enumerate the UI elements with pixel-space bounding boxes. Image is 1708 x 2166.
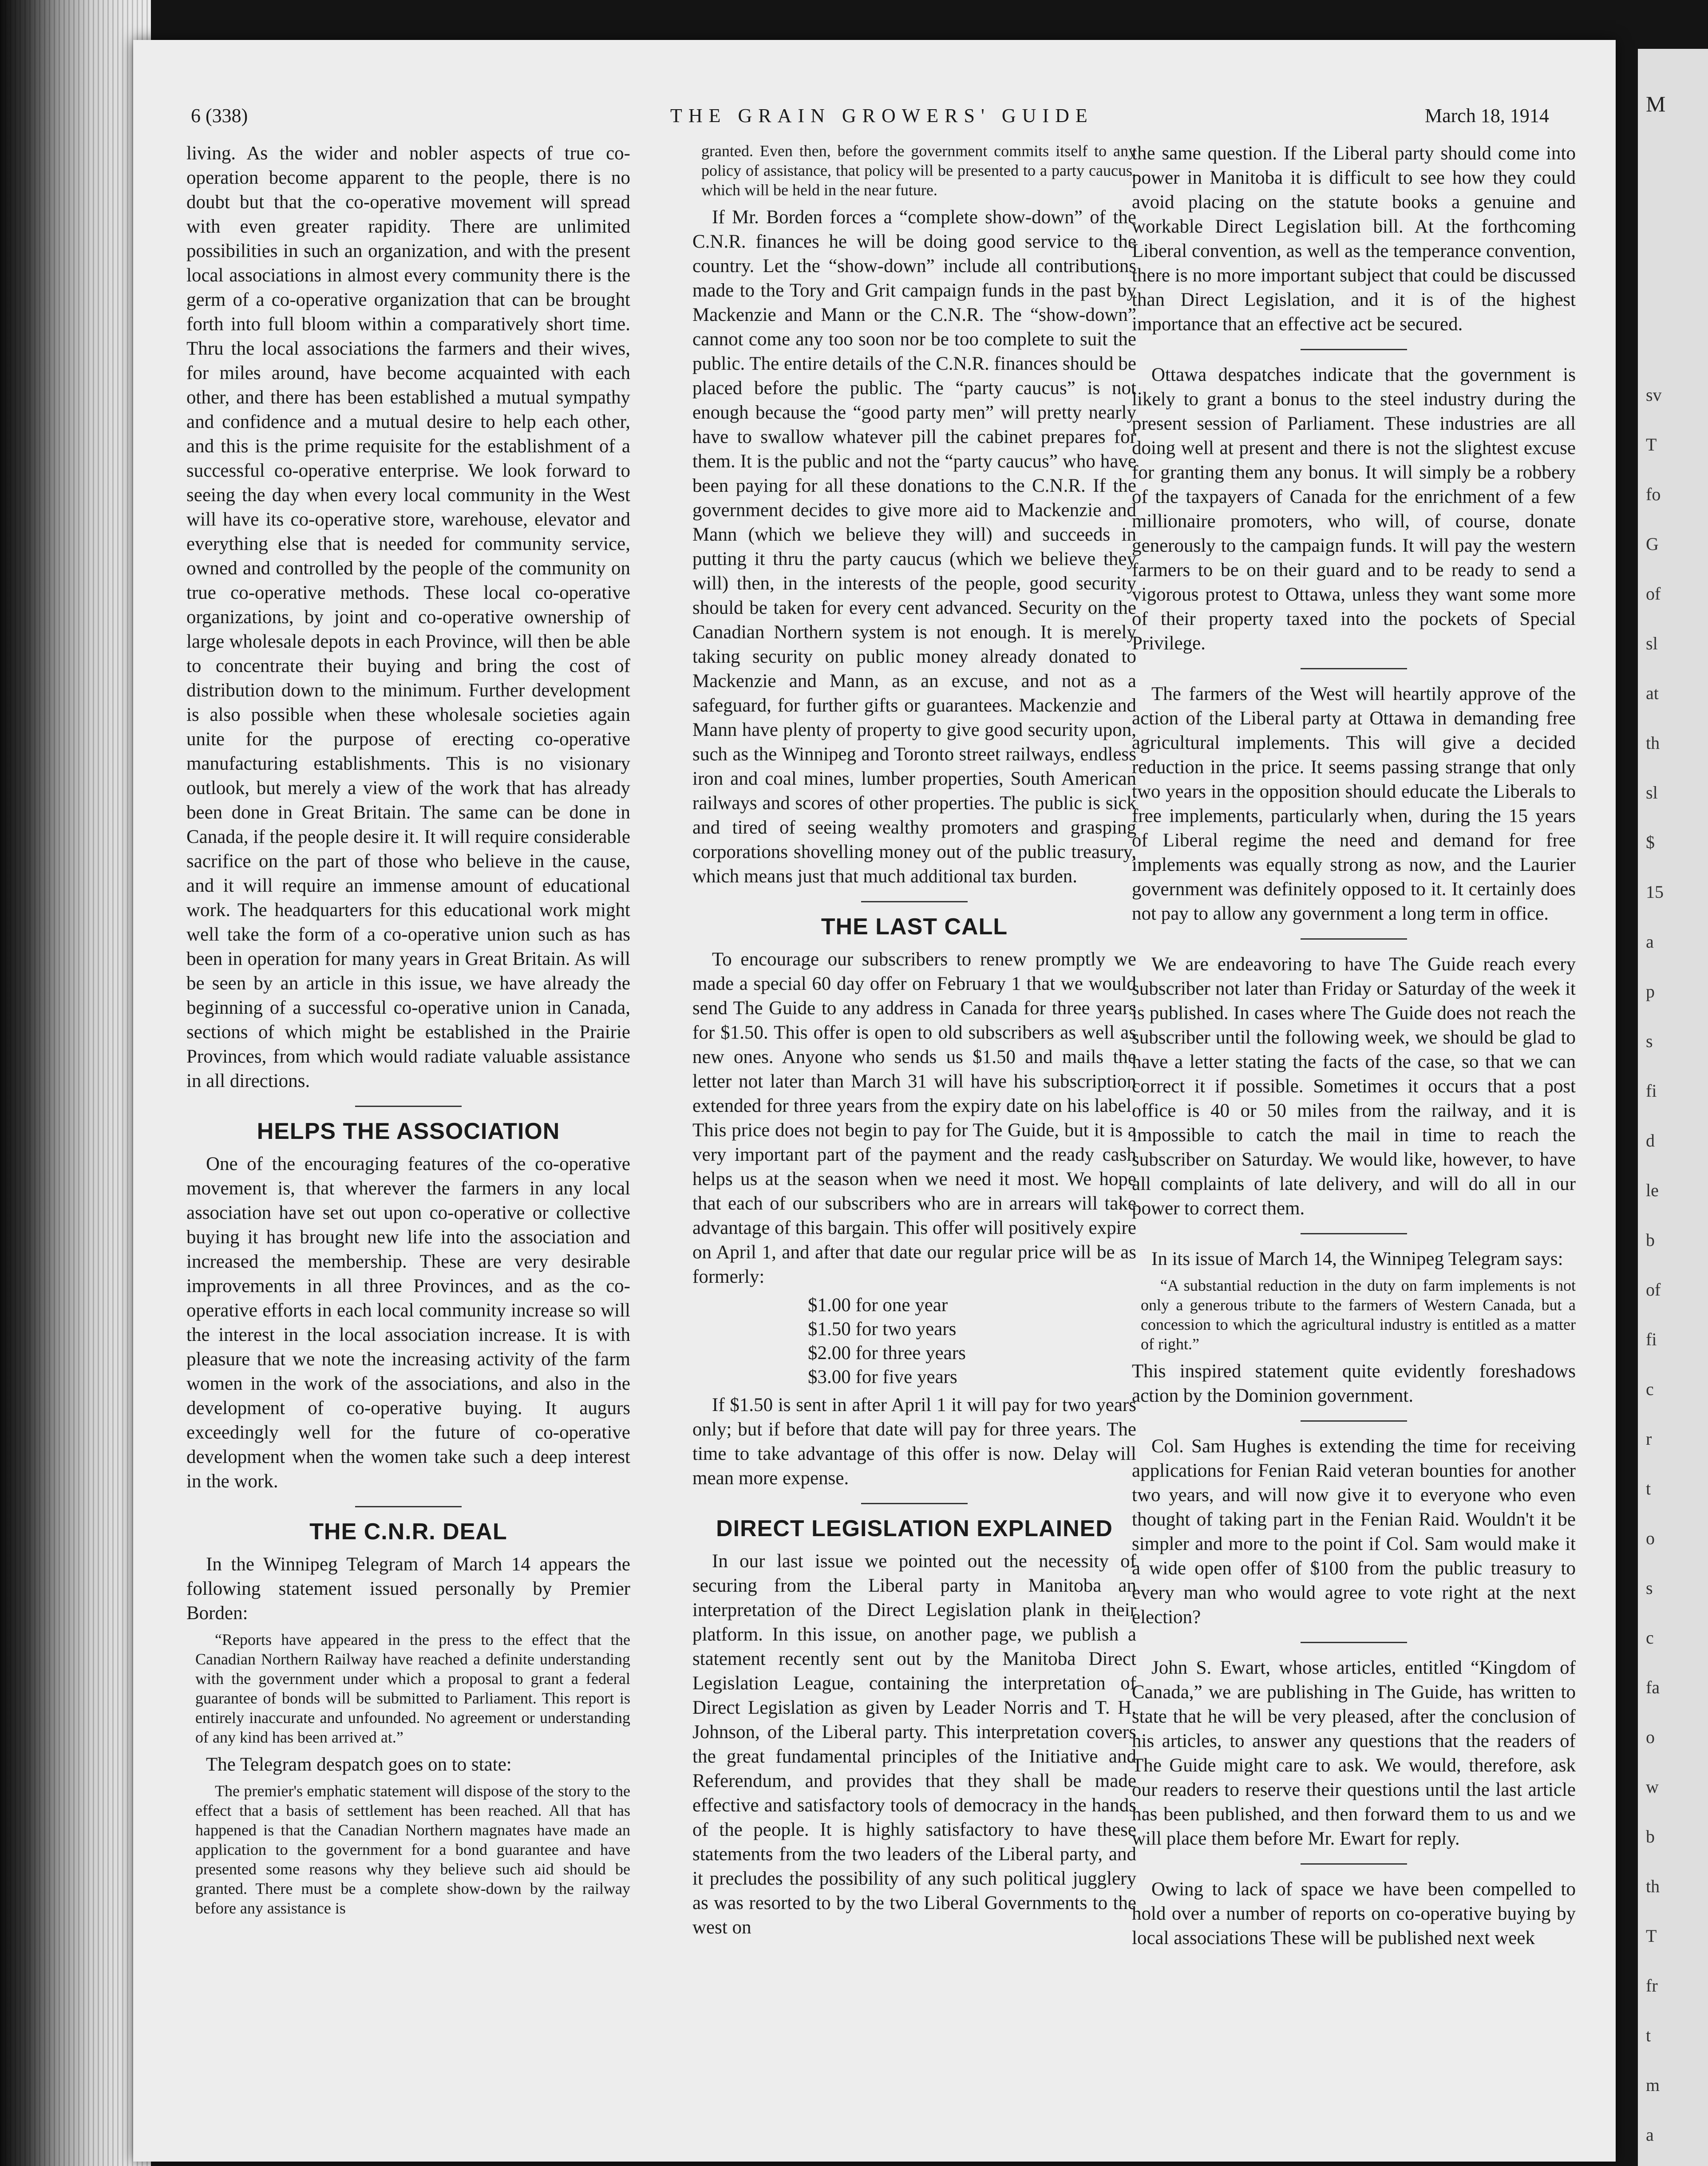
next-page-fragment: a: [1646, 932, 1654, 952]
paragraph: The Telegram despatch goes on to state:: [206, 1754, 512, 1775]
section-divider: [355, 1506, 462, 1507]
next-page-fragment: le: [1646, 1180, 1659, 1200]
paragraph: living. As the wider and nobler aspects of true co-operation become apparent to the people, there is no doubt but that the co-operative movement will spread with even greater rapidity. There are unlimited possibilities in such an organization, and with the present local associations in almost every community there is the germ of a co-operative organization that can be brought forth into full bloom within a comparatively short time. Thru the local associations the farmers and their wives, for miles around, have become acquainted with each other, and there has been established a mutual sympathy and confidence and a mutual desire to help each other, and this is the prime requisite for the establishment of a successful co-operative enterprise. We look forward to seeing the day when every local community in the West will have its co-operative store, warehouse, elevator and everything else that is needed for community service, owned and controlled by the people of the community on true co-operative methods. These local co-operative organizations, by joint and co-operative ownership of large wholesale depots in each Province, will then be able to concentrate their buying and bring the cost of distribution down to the minimum. Further development is also possible when these wholesale societies again unite for the purpose of erecting co-operative manufacturing establishments. This is no visionary outlook, but merely a view of the work that has already been done in Great Britain. The same can be done in Canada, if the people desire it. It will require considerable sacrifice on the part of those who believe in the cause, and it will require an immense amount of educational work. The headquarters for this educational work might well take the form of a co-operative union such as has been in operation for many years in Great Britain. As will be seen by an article in this issue, we have already the beginning of a successful co-operative union in Canada, sections of which might be established in the Prairie Provinces, from which would radiate valuable assistance in all directions.: [186, 143, 630, 1091]
quotation: “A substantial reduction in the duty on farm implements is not only a generous tribute to the farmers of Western Canada, but a concession to which the agricultural industry is entitled as a matter of right.”: [1141, 1277, 1576, 1353]
next-page-fragment: of: [1646, 584, 1661, 604]
paragraph: In its issue of March 14, the Winnipeg Telegram says:: [1151, 1249, 1563, 1269]
next-page-fragment: of: [1646, 1280, 1661, 1300]
next-page-fragment: w: [1646, 1777, 1659, 1797]
next-page-fragment: p: [1646, 981, 1655, 1001]
paragraph: To encourage our subscribers to renew promptly we made a special 60 day offer on February 1 that we would send The Guide to any address in Canada for three years for $1.50. This offer is open to old subscribers as well as new ones. Anyone who sends us $1.50 and mails the letter not later than March 31 will have his subscription extended for three years from the expiry date on his label. This price does not begin to pay for The Guide, but it is a very important part of the payment and the ready cash helps us at the season when we need it most. We hope that each of our subscribers who are in arrears will take advantage of this bargain. This offer will positively expire on April 1, and after that date our regular price will be as formerly:: [692, 949, 1136, 1287]
price-item: $1.50 for two years: [808, 1319, 957, 1340]
column-3: [1132, 141, 1576, 1955]
next-page-fragment: sv: [1646, 385, 1662, 405]
next-page-fragment: fr: [1646, 1976, 1658, 1996]
price-list: [692, 1293, 1136, 1389]
paragraph: Owing to lack of space we have been compelled to hold over a number of reports on co-operative buying by local associations These will be published next week: [1132, 1879, 1576, 1949]
next-page-fragment: 15: [1646, 882, 1664, 902]
publication-title: THE GRAIN GROWERS' GUIDE: [670, 105, 1094, 126]
paragraph: One of the encouraging features of the co-operative movement is, that wherever the farmers in any local association have set out upon co-operative or collective buying it has brought new life into the association and increased the membership. These are very desirable improvements in all three Provinces, and as the co-operative efforts in each local community increase so will the interest in the local association increase. It is with pleasure that we note the increasing activity of the farm women in the work of the associations, and also in the development of co-operative buying. It augurs exceedingly well for the future of co-operative development when the women take such a deep interest in the work.: [186, 1154, 630, 1492]
price-item: $2.00 for three years: [808, 1343, 966, 1364]
paragraph: Ottawa despatches indicate that the government is likely to grant a bonus to the steel industry during the present session of Parliament. These industries are all doing well at present and there is not the slightest excuse for granting them any bonus. It will simply be a robbery of the taxpayers of Canada for the enrichment of a few millionaire promoters, who will, of course, donate generously to the campaign funds. It will pay the western farmers to be on their guard and to be ready to send a vigorous protest to Ottawa, unless they want some more of their property taxed into the pockets of Special Privilege.: [1132, 364, 1576, 654]
next-page-fragment: t: [1646, 2025, 1651, 2045]
column-1: [186, 141, 630, 1923]
quotation: “Reports have appeared in the press to the effect that the Canadian Northern Railway have reached a definite understanding with the government under which a proposal to grant a federal guarantee of bonds will be submitted to Parliament. This report is entirely inaccurate and unfounded. No agreement or understanding of any kind has been arrived at.”: [195, 1631, 630, 1746]
next-page-fragment: th: [1646, 1876, 1660, 1896]
paragraph: In the Winnipeg Telegram of March 14 appears the following statement issued personally by Premier Borden:: [186, 1554, 630, 1624]
next-page-fragment: d: [1646, 1130, 1655, 1150]
section-divider: [861, 901, 968, 902]
section-divider: [1301, 1420, 1407, 1422]
section-divider: [1301, 349, 1407, 350]
next-page-fragment: $: [1646, 832, 1655, 852]
section-heading: HELPS THE ASSOCIATION: [257, 1119, 560, 1144]
page-number: 6 (338): [191, 105, 248, 126]
next-page-fragment: o: [1646, 1528, 1655, 1548]
price-item: $1.00 for one year: [808, 1295, 948, 1316]
paragraph: In our last issue we pointed out the necessity of securing from the Liberal party in Manitoba an interpretation of the Direct Legislation plank in their platform. In this issue, on another page, we publish a statement recently sent out by the Manitoba Direct Legislation League, containing the interpretation of Direct Legislation as given by Leader Norris and T. H. Johnson, of the Liberal party. This interpretation covers the great fundamental principles of the Initiative and Referendum, and provides that they shall be made effective and satisfactory tools of democracy in the hands of the people. It is highly satisfactory to have these statements from the two leaders of the Liberal party, and it precludes the possibility of any such political jugglery as was resorted to by the two Liberal Governments to the west on: [692, 1551, 1136, 1938]
next-page-fragment: T: [1646, 1926, 1657, 1946]
section-divider: [861, 1503, 968, 1504]
next-page-fragment: b: [1646, 1230, 1655, 1250]
paragraph: John S. Ewart, whose articles, entitled “Kingdom of Canada,” we are publishing in The Guide, has written to state that he will be very pleased, after the conclusion of his articles, to answer any questions that the readers of The Guide might care to ask. We would, therefore, ask our readers to reserve their questions until the last article has been published, and then forward them to us and we will place them before Mr. Ewart for reply.: [1132, 1657, 1576, 1849]
section-heading: THE C.N.R. DEAL: [309, 1519, 507, 1545]
next-page-fragment: fi: [1646, 1081, 1657, 1101]
paragraph: This inspired statement quite evidently foreshadows action by the Dominion government.: [1132, 1361, 1576, 1406]
next-page-fragment: fi: [1646, 1329, 1657, 1349]
paragraph: We are endeavoring to have The Guide reach every subscriber not later than Friday or Saturday of the week it is published. In cases where The Guide does not reach the subscriber until the following week, we should be glad to have a letter stating the facts of the case, so that we can correct it if possible. Sometimes it occurs that a post office is 40 or 50 miles from the railway, and it is impossible to catch the mail in time to reach the subscriber on Saturday. We would like, however, to have all complaints of late delivery, and will do all in our power to correct them.: [1132, 954, 1576, 1219]
next-page-fragment: th: [1646, 733, 1660, 753]
next-page-fragment: sl: [1646, 633, 1658, 653]
next-page-fragment: G: [1646, 534, 1659, 554]
section-heading: THE LAST CALL: [821, 914, 1008, 940]
section-heading: DIRECT LEGISLATION EXPLAINED: [716, 1516, 1113, 1541]
next-page-fragment: r: [1646, 1429, 1652, 1449]
next-page-fragment: c: [1646, 1628, 1654, 1648]
quotation: granted. Even then, before the government commits itself to any policy of assistance, that policy will be presented to a party caucus, which will be held in the near future.: [701, 142, 1136, 199]
section-divider: [355, 1106, 462, 1107]
next-page-letter: M: [1646, 91, 1667, 116]
section-divider: [1301, 1642, 1407, 1643]
book-binding: [0, 0, 151, 2166]
paragraph: If Mr. Borden forces a “complete show-down” of the C.N.R. finances he will be doing good service to the country. Let the “show-down” include all contributions made to the Tory and Grit campaign funds in the past by Mackenzie and Mann or the C.N.R. The “show-down” cannot come any too soon nor be too complete to suit the public. The entire details of the C.N.R. finances should be placed before the public. The “party caucus” is not enough because the “good party men” will pretty nearly have to swallow whatever pill the cabinet prepares for them. It is the public and not the “party caucus” who have been paying for all these donations to the C.N.R. If the government decides to give more aid to Mackenzie and Mann (which we believe they will) and succeeds in putting it thru the party caucus (which we believe they will) then, in the interests of the people, good security should be taken for every cent advanced. Security on the Canadian Northern system is not enough. It is merely taking security on public money already donated to Mackenzie and Mann, as an excuse, and not as a safeguard, for further gifts or guarantees. Mackenzie and Mann have plenty of property to give good security upon, such as the Winnipeg and Toronto street railways, endless iron and coal mines, lumber properties, South American railways and scores of other properties. The public is sick and tired of seeing wealthy promoters and grasping corporations shovelling money out of the public treasury, which means just that much additional tax burden.: [692, 207, 1136, 887]
issue-date: March 18, 1914: [1425, 105, 1549, 126]
section-divider: [1301, 1863, 1407, 1865]
next-page-fragment: t: [1646, 1478, 1651, 1498]
next-page-edge: [1638, 49, 1708, 2166]
paragraph: the same question. If the Liberal party should come into power in Manitoba it is difficult to see how they could avoid placing on the statute books a genuine and workable Direct Legislation bill. At the forthcoming Liberal convention, as well as the temperance convention, there is no more important subject that could be discussed than Direct Legislation, and it is of the highest importance that an effective act be secured.: [1132, 143, 1576, 335]
section-divider: [1301, 1233, 1407, 1234]
next-page-fragment: T: [1646, 435, 1657, 455]
next-page-fragment: s: [1646, 1578, 1653, 1598]
next-page-fragment: s: [1646, 1031, 1653, 1051]
next-page-fragment: at: [1646, 683, 1659, 703]
price-item: $3.00 for five years: [808, 1367, 957, 1387]
next-page-fragment: b: [1646, 1826, 1655, 1846]
next-page-fragment: a: [1646, 2125, 1654, 2145]
paragraph: The farmers of the West will heartily approve of the action of the Liberal party at Ottawa in demanding free agricultural implements. This will give a decided reduction in the price. It seems passing strange that only two years in the opposition should educate the Liberals to free implements, particularly when, during the 15 years of Liberal regime the need and demand for free implements was equally strong as now, and the Laurier government was definitely opposed to it. It certainly does not pay to allow any government a long term in office.: [1132, 684, 1576, 924]
page-header: [191, 100, 1602, 131]
quotation: The premier's emphatic statement will dispose of the story to the effect that a basis of settlement has been reached. All that has happened is that the Canadian Northern magnates have made an application to the government for a bond guarantee and have presented some reasons why they believe such aid should be granted. There must be a complete show-down by the railway before any assistance is: [195, 1782, 630, 1917]
paragraph: Col. Sam Hughes is extending the time for receiving applications for Fenian Raid veteran bounties for another two years, and will now give it to everyone who even thought of taking part in the Fenian Raid. Wouldn't it be simpler and more to the point if Col. Sam would make it a wide open offer of $100 from the public treasury to every man who would agree to vote right at the next election?: [1132, 1436, 1576, 1628]
next-page-fragment: o: [1646, 1727, 1655, 1747]
section-divider: [1301, 938, 1407, 940]
next-page-fragment: fa: [1646, 1677, 1660, 1697]
next-page-fragment: fo: [1646, 484, 1661, 504]
column-2: [692, 141, 1136, 1944]
next-page-fragment: sl: [1646, 783, 1658, 802]
section-divider: [1301, 668, 1407, 669]
paragraph: If $1.50 is sent in after April 1 it will pay for two years only; but if before that date will pay for three years. The time to take advantage of this offer is now. Delay will mean more expense.: [692, 1395, 1136, 1489]
next-page-fragment: c: [1646, 1379, 1654, 1399]
next-page-fragment: m: [1646, 2075, 1660, 2095]
